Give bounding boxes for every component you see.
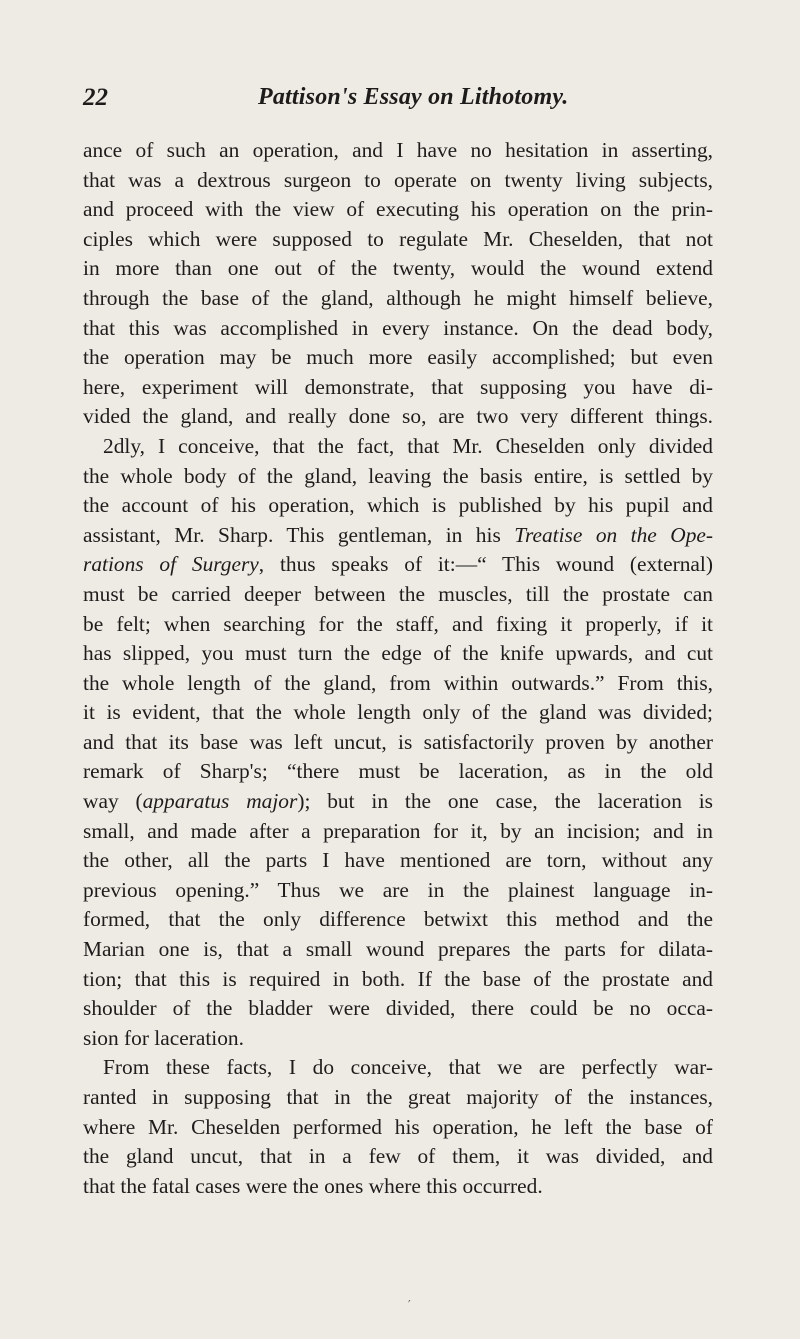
text-line: vided the gland, and really done so, are two very different things. [83,404,713,429]
text-line: ranted in supposing that in the great majority of the instances, [83,1085,713,1109]
text-line: the other, all the parts I have mentioned are torn, without any [83,848,713,873]
text-segment: , thus speaks of it:—“ This wound (external) [258,552,713,577]
text-line: it is evident, that the whole length only of the gland was divided; [83,700,713,725]
text-line: previous opening.” Thus we are in the plainest language in- [83,877,713,902]
text-segment: way ( [83,789,143,814]
text-line: here, experiment will demonstrate, that supposing you have di- [83,374,713,399]
text-line: that the fatal cases were the ones where this occurred. [83,1173,543,1198]
text-line: small, and made after a preparation for it, by an incision; and in [83,818,713,843]
text-line: Marian one is, that a small wound prepares the parts for dilata- [83,937,713,962]
text-line: tion; that this is required in both. If the base of the prostate and [83,966,713,991]
text-segment: assistant, Mr. Sharp. This gentleman, in his [83,522,515,547]
italic-title: rations of Surgery [83,552,259,577]
text-line: and proceed with the view of executing his operation on the prin- [83,197,713,222]
text-line: the operation may be much more easily accomplished; but even [83,345,713,370]
text-line: shoulder of the bladder were divided, there could be no occa- [83,996,713,1021]
text-line: formed, that the only difference betwixt this method and the [83,907,713,932]
text-line: that this was accomplished in every instance. On the dead body, [83,315,713,340]
text-line: the whole body of the gland, leaving the basis entire, is settled by [83,463,713,488]
text-line: must be carried deeper between the muscles, till the prostate can [83,581,713,606]
italic-term: apparatus major [142,789,298,814]
text-line: be felt; when searching for the staff, and fixing it properly, if it [83,611,713,636]
text-segment: ); but in the one case, the laceration is [297,789,714,814]
text-line: remark of Sharp's; “there must be laceration, as in the old [83,759,713,784]
italic-title: Treatise on the Ope- [514,522,714,547]
text-line: where Mr. Cheselden performed his operation, he left the base of [83,1114,713,1139]
text-line: has slipped, you must turn the edge of the knife upwards, and cut [83,641,713,666]
text-line: 2dly, I conceive, that the fact, that Mr. Cheselden only divided [103,433,713,458]
text-line: the gland uncut, that in a few of them, it was divided, and [83,1144,713,1169]
running-title: Pattison's Essay on Lithotomy. [258,84,569,110]
text-line [83,787,713,817]
text-line: sion for laceration. [83,1025,244,1050]
page-number: 22 [83,84,108,111]
text-line: the whole length of the gland, from within outwards.” From this, [83,670,713,695]
text-line: and that its base was left uncut, is satisfactorily proven by another [83,729,713,754]
text-line: through the base of the gland, although he might himself believe, [83,285,713,310]
text-line: From these facts, I do conceive, that we are perfectly war- [103,1055,713,1080]
text-line [83,521,713,551]
text-line: ance of such an operation, and I have no hesitation in asserting, [83,138,713,162]
ink-speck: ′ [408,1298,411,1312]
text-line: the account of his operation, which is published by his pupil and [83,493,713,518]
text-line: ciples which were supposed to regulate Mr. Cheselden, that not [83,226,713,251]
body-text [83,136,713,1201]
text-line: in more than one out of the twenty, would the wound extend [83,256,713,281]
text-line: that was a dextrous surgeon to operate on twenty living subjects, [83,167,713,192]
text-line [83,550,713,580]
running-header [0,84,800,124]
